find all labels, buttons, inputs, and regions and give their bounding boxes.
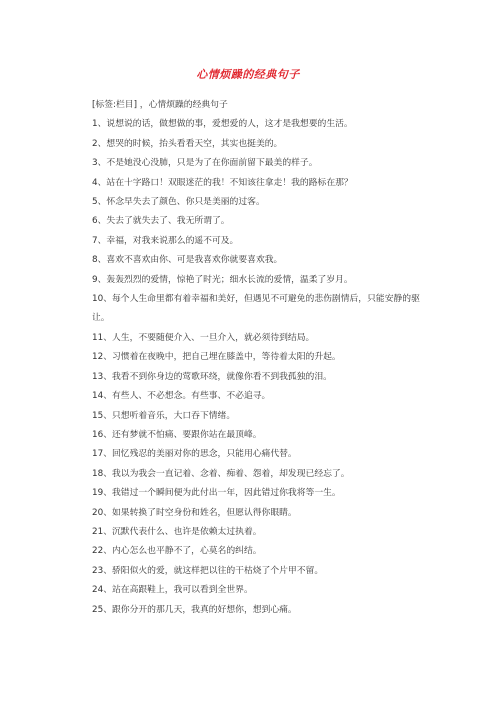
sentence-line: 1、说想说的话，做想做的事，爱想爱的人，这才是我想要的生活。 bbox=[92, 119, 353, 130]
sentence-line: 24、站在高跟鞋上，我可以看到全世界。 bbox=[92, 585, 253, 596]
sentence-line: 9、轰轰烈烈的爱情，惊艳了时光；细水长流的爱情，温柔了岁月。 bbox=[92, 274, 353, 285]
sentence-line: 8、喜欢不喜欢由你、可是我喜欢你就要喜欢我。 bbox=[92, 255, 283, 266]
intro-line: [标签:栏目] ，心情烦躁的经典句子 bbox=[92, 100, 228, 110]
sentence-line: 2、想哭的时候，抬头看看天空，其实也挺美的。 bbox=[92, 138, 283, 149]
sentence-line: 19、我错过一个瞬间便为此付出一年，因此错过你我将等一生。 bbox=[92, 488, 341, 499]
document-body bbox=[92, 96, 422, 620]
sentence-line: 7、幸福，对我来说那么的遥不可及。 bbox=[92, 235, 239, 246]
sentence-line: 16、还有梦就不怕痛、要跟你站在最顶峰。 bbox=[92, 429, 262, 440]
sentence-line: 14、有些人、不必想念。有些事、不必追寻。 bbox=[92, 391, 271, 402]
sentence-line: 18、我以为我会一直记着、念着、痴着、怨着，却发现已经忘了。 bbox=[92, 468, 350, 479]
sentence-line: 20、如果转换了时空身份和姓名，但愿认得你眼睛。 bbox=[92, 507, 297, 518]
sentence-line: 5、怀念早失去了颜色、你只是美丽的过客。 bbox=[92, 197, 265, 208]
sentence-line: 17、回忆残忍的美丽对你的思念，只能用心痛代替。 bbox=[92, 449, 297, 460]
sentence-line: 6、失去了就失去了、我无所谓了。 bbox=[92, 216, 230, 227]
sentence-line: 25、跟你分开的那几天，我真的好想你，想到心痛。 bbox=[92, 604, 297, 615]
sentence-line: 4、站在十字路口！双眼迷茫的我！不知该往拿走！我的路标在那？ bbox=[92, 177, 353, 188]
document-title: 心情烦躁的经典句子 bbox=[196, 68, 300, 81]
sentence-line: 11、人生，不要随便介入、一旦介入，就必须待到结局。 bbox=[92, 332, 315, 343]
sentence-line: 23、骄阳似火的爱，就这样把以往的干枯烧了个片甲不留。 bbox=[92, 565, 324, 576]
sentence-line: 15、只想听着音乐，大口吞下情绪。 bbox=[92, 410, 236, 421]
sentence-line: 21、沉默代表什么、也许是依赖太过执着。 bbox=[92, 526, 262, 537]
sentence-line: 10、每个人生命里都有着幸福和美好，但遇见不可避免的悲伤剧情后，只能安静的驱让。 bbox=[92, 294, 420, 324]
sentence-line: 13、我看不到你身边的莺歌环绕，就像你看不到我孤独的泪。 bbox=[92, 371, 332, 382]
sentence-line: 3、不是她没心没肺，只是为了在你面前留下最美的样子。 bbox=[92, 158, 318, 169]
sentence-line: 22、内心怎么也平静不了，心莫名的纠结。 bbox=[92, 546, 262, 557]
sentence-line: 12、习惯着在夜晚中，把自己埋在膝盖中，等待着太阳的升起。 bbox=[92, 352, 341, 363]
